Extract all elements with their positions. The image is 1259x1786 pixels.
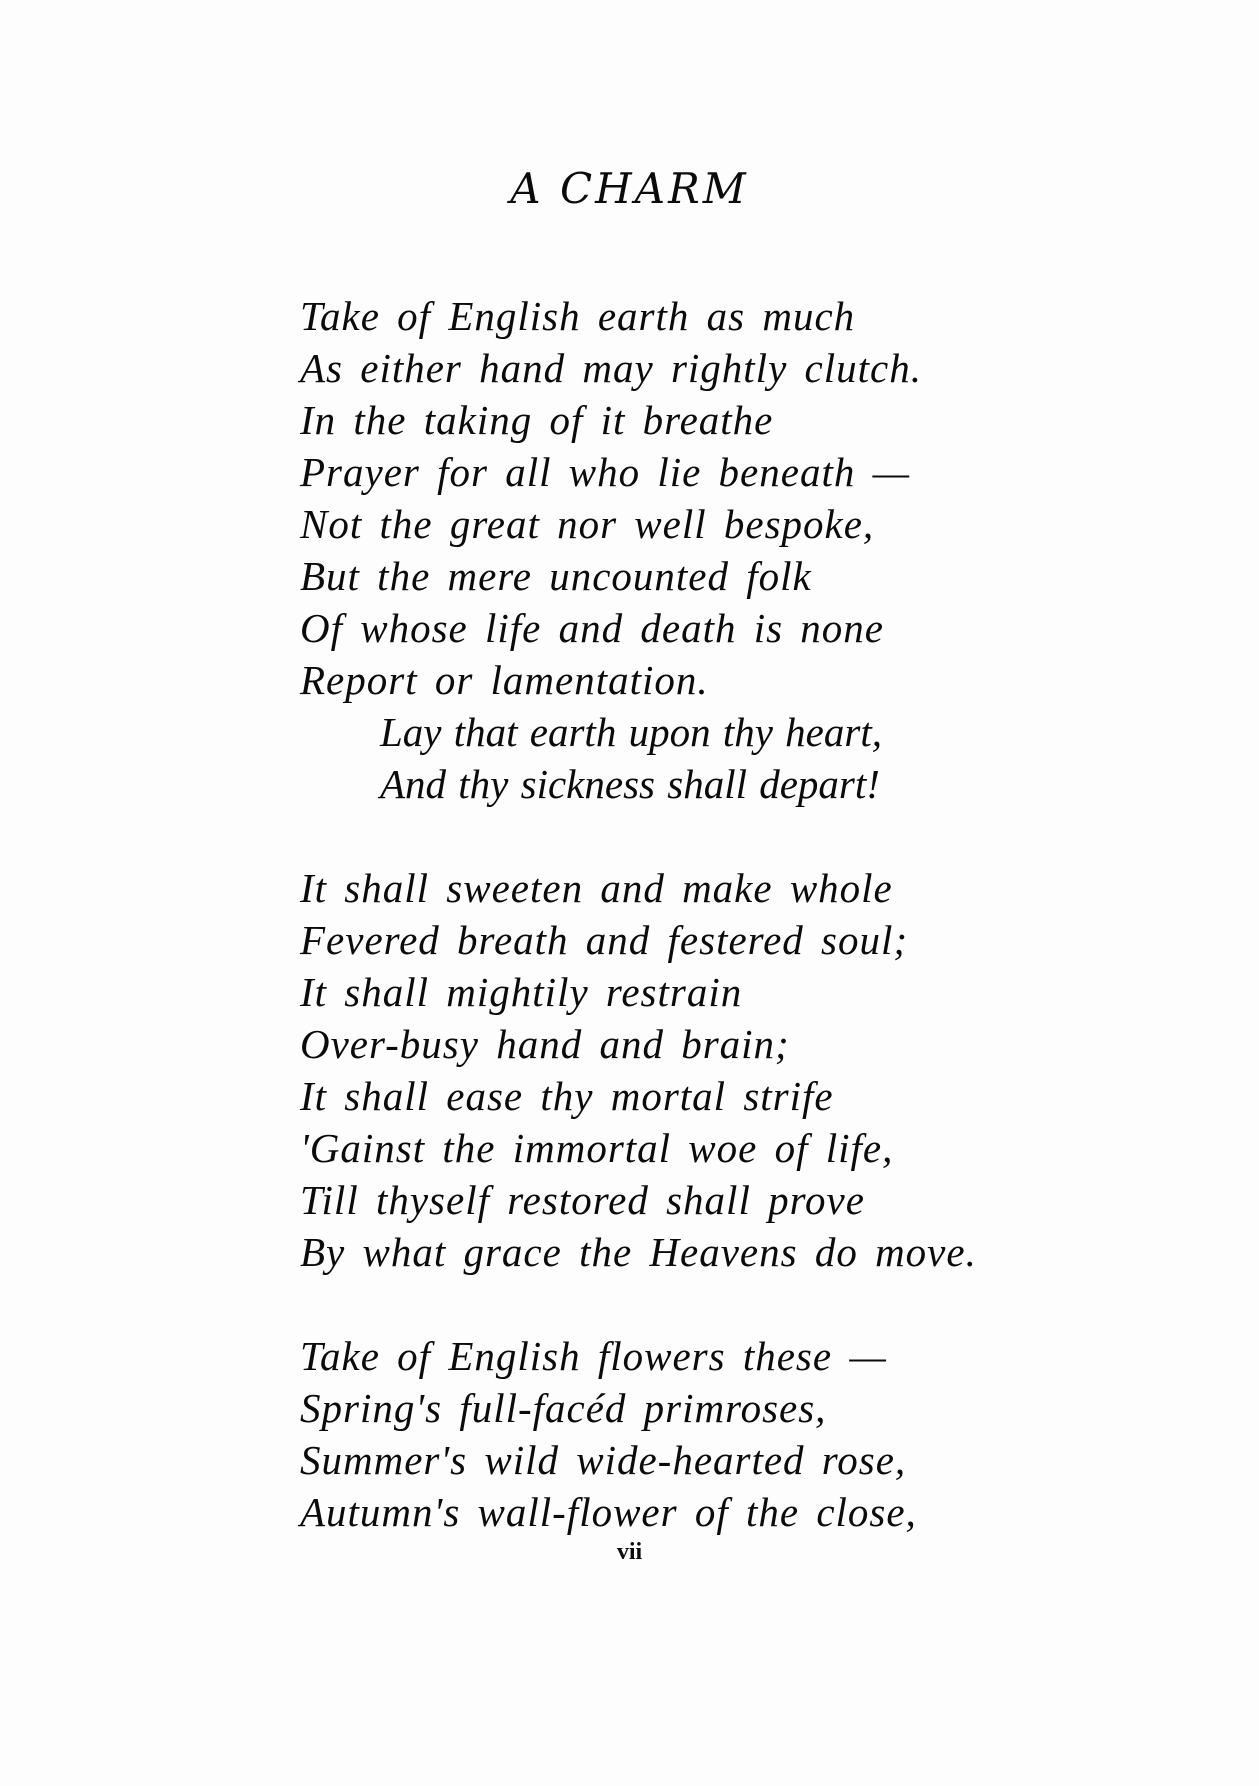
poem-line: It shall mightily restrain bbox=[300, 969, 743, 1015]
poem-line: Over-busy hand and brain; bbox=[300, 1021, 790, 1067]
poem-line: Take of English earth as much bbox=[300, 293, 856, 339]
poem-line-indented: And thy sickness shall depart! bbox=[380, 761, 880, 807]
poem-line: Of whose life and death is none bbox=[300, 605, 885, 651]
stanza-break bbox=[300, 810, 1100, 862]
poem-line: Prayer for all who lie beneath — bbox=[300, 449, 911, 495]
stanza-break bbox=[300, 1278, 1100, 1330]
poem-title: A CHARM bbox=[510, 164, 749, 213]
poem-line: 'Gainst the immortal woe of life, bbox=[300, 1125, 894, 1171]
poem-line: But the mere uncounted folk bbox=[300, 553, 812, 599]
poem-line-indented: Lay that earth upon thy heart, bbox=[380, 709, 882, 755]
stanza-1 bbox=[300, 290, 1100, 810]
poem-line: In the taking of it breathe bbox=[300, 397, 774, 443]
poem-line: It shall ease thy mortal strife bbox=[300, 1073, 834, 1119]
poem-line: Autumn's wall-flower of the close, bbox=[300, 1489, 917, 1535]
poem-body bbox=[300, 290, 1100, 1538]
poem-line: Spring's full-facéd primroses, bbox=[300, 1385, 827, 1431]
poem-line: It shall sweeten and make whole bbox=[300, 865, 893, 911]
poem-line: Fevered breath and festered soul; bbox=[300, 917, 909, 963]
poem-line: By what grace the Heavens do move. bbox=[300, 1229, 977, 1275]
poem-line: Not the great nor well bespoke, bbox=[300, 501, 875, 547]
poem-line: Report or lamentation. bbox=[300, 657, 709, 703]
poem-line: Summer's wild wide-hearted rose, bbox=[300, 1437, 907, 1483]
stanza-3 bbox=[300, 1330, 1100, 1538]
poem-line: Take of English flowers these — bbox=[300, 1333, 887, 1379]
page-number: vii bbox=[616, 1539, 643, 1565]
poem-line: As either hand may rightly clutch. bbox=[300, 345, 922, 391]
stanza-2 bbox=[300, 862, 1100, 1278]
poem-line: Till thyself restored shall prove bbox=[300, 1177, 865, 1223]
